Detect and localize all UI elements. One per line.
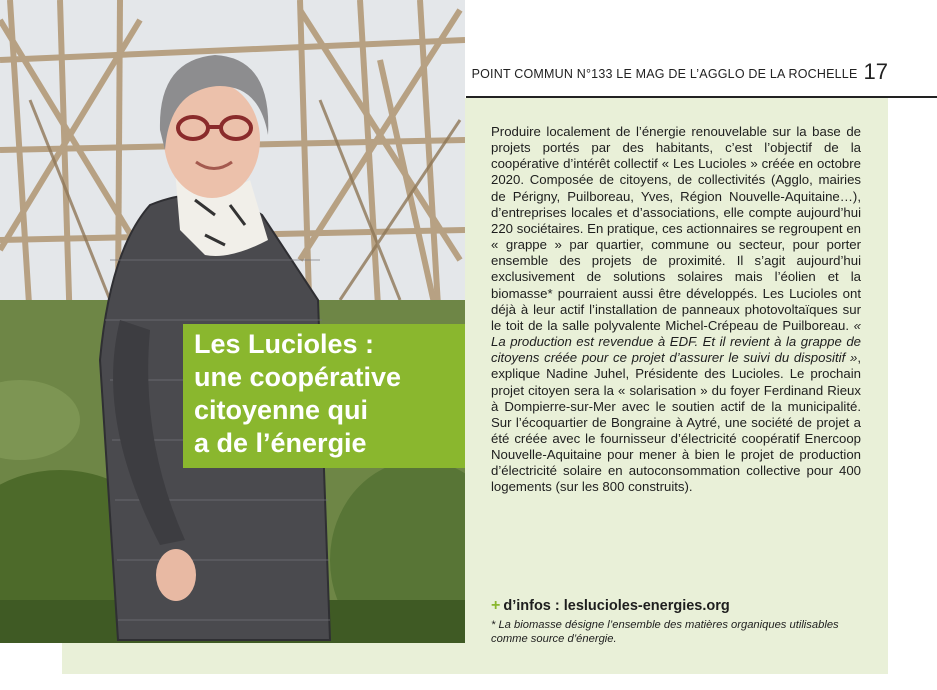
more-info-link[interactable]: d’infos : leslucioles-energies.org <box>503 598 730 614</box>
title-line-3: citoyenne qui <box>194 395 369 425</box>
footnote: * La biomasse désigne l’ensemble des matières organiques utilisables comme source d’énergie. <box>491 619 839 645</box>
title-line-1: Les Lucioles : <box>194 329 375 359</box>
more-info-line <box>491 597 730 615</box>
portrait-photo <box>0 0 465 643</box>
portrait-illustration <box>0 0 465 643</box>
page-header <box>471 56 888 86</box>
title-line-2: une coopérative <box>194 362 402 392</box>
article-quote: « La production est revendue à EDF. Et il revient à la grappe de citoyens créée pour ce projet d’assurer le suivi du dispositif » <box>491 317 861 366</box>
article-body <box>491 124 861 496</box>
article-text-end: , explique Nadine Juhel, Présidente des Lucioles. Le prochain projet citoyen sera la « solarisation » du foyer Ferdinand Rieux à Dompierre-sur-Mer avec le soutien actif de la municipalité. Sur l’écoquartier de Bongraine à Aytré, une société de projet a été créée avec le fournisseur d’électricité coopératif Enercoop Nouvelle-Aquitaine pour mener à bien le projet de production d’électricité solaire en autoconsommation collective pour 400 logements (sur les 800 construits). <box>491 350 861 495</box>
page-number: 17 <box>863 59 888 84</box>
plus-icon: + <box>491 597 501 614</box>
article-title-box <box>183 324 465 468</box>
header-rule <box>466 96 937 98</box>
article-paragraph <box>491 124 861 496</box>
running-title: POINT COMMUN N°133 LE MAG DE L’AGGLO DE LA ROCHELLE <box>471 67 858 81</box>
title-line-4: a de l’énergie <box>194 428 367 458</box>
article-text-start: Produire localement de l’énergie renouvelable sur la base de projets portés par des habitants, c’est l’objectif de la coopérative d’intérêt collectif « Les Lucioles » créée en octobre 2020. Composée de citoyens, de collectivités (Agglo, mairies de Périgny, Puilboreau, Yves, Région Nouvelle-Aquitaine…), d’entreprises locales et d’associations, elle compte aujourd’hui 220 sociétaires. En pratique, ces actionnaires se regroupent en « grappe » par quartier, commune ou secteur, pour porter ensemble des projets de proximité. Il s’agit aujourd’hui exclusivement de solutions solaires mais l’éolien et la biomasse* pourraient aussi être développés. Les Lucioles ont déjà à leur actif l’installation de panneaux photovoltaïques sur le toit de la salle polyvalente Michel-Crépeau de Puilboreau. <box>491 124 861 333</box>
